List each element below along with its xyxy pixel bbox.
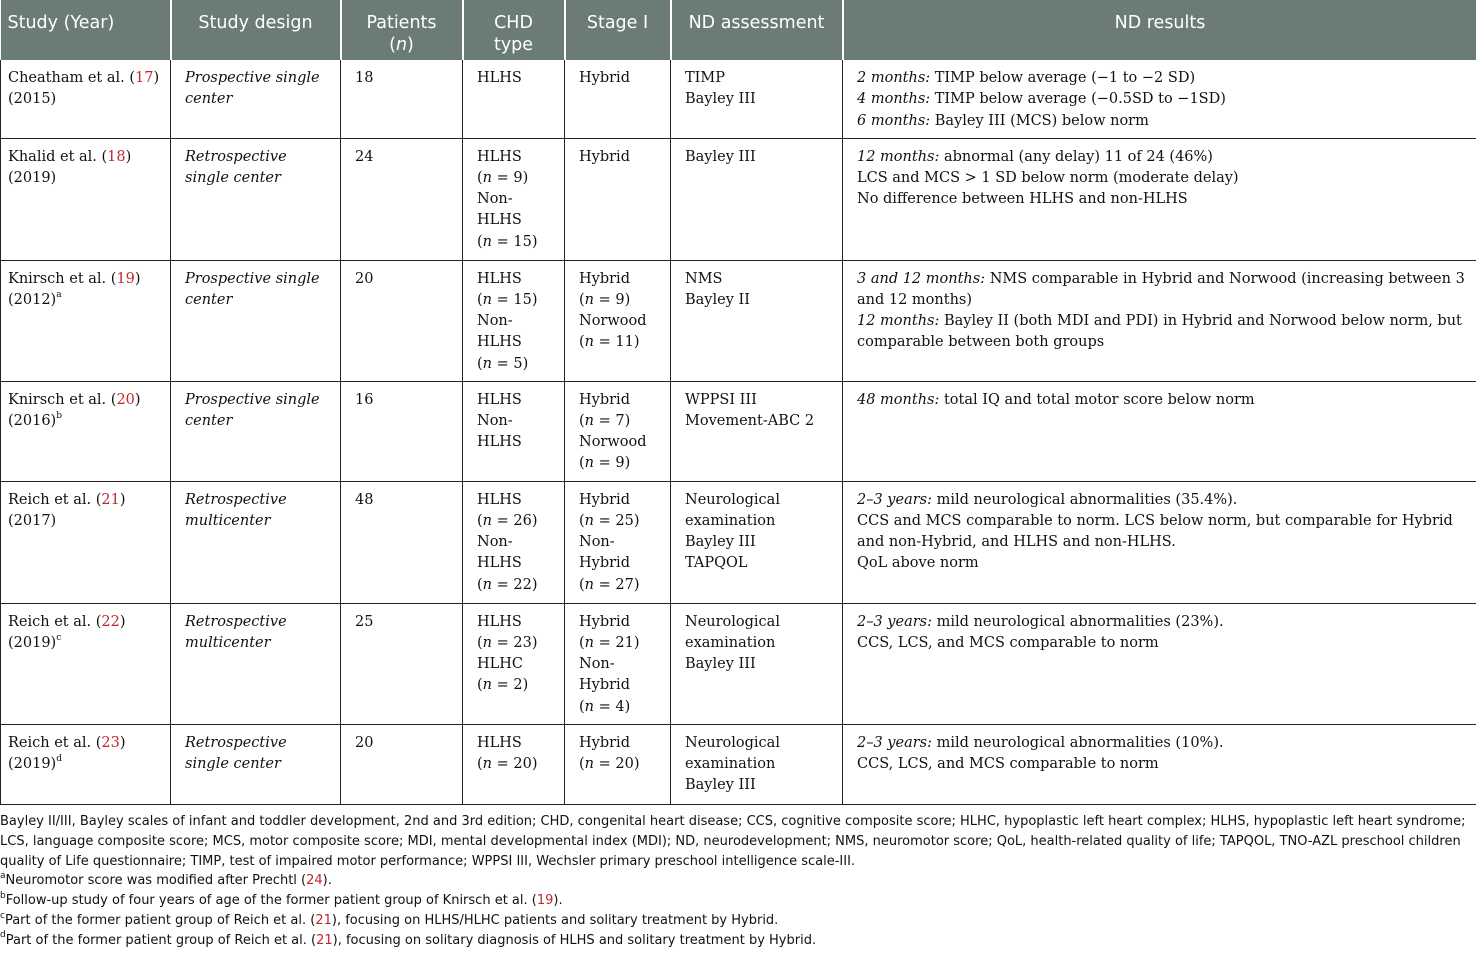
cell-nd-assessment [671, 724, 843, 804]
stage-line: Hybrid [579, 391, 630, 408]
header-patients-label: Patients [366, 13, 437, 33]
table-body [1, 60, 1476, 804]
assessment-line: Bayley III [685, 148, 756, 165]
cell-study: Khalid et al. (18) (2019) [1, 138, 171, 260]
chd-line: (n = 26) [477, 512, 538, 529]
stage-line: (n = 9) [579, 455, 631, 472]
stage-line: (n = 7) [579, 412, 631, 429]
cell-stage [565, 138, 671, 260]
result-line: 12 months: abnormal (any delay) 11 of 24 (46%) [857, 148, 1213, 165]
result-line: 3 and 12 months: NMS comparable in Hybrid and Norwood (increasing between 3 and 12 months) [857, 270, 1465, 308]
footnote-b-ref[interactable]: 19 [536, 893, 554, 909]
stage-line: Non- [579, 656, 615, 673]
header-chd-label: CHD [494, 13, 533, 33]
chd-line: HLHS [477, 148, 522, 165]
cell-design: Prospective single center [171, 381, 341, 481]
result-line: LCS and MCS > 1 SD below norm (moderate delay) [857, 169, 1239, 186]
stage-line: Hybrid [579, 70, 630, 86]
cell-stage [565, 481, 671, 603]
chd-line: Non- [477, 313, 513, 330]
reference-link[interactable]: 19 [116, 270, 135, 287]
chd-line: HLHC [477, 656, 524, 673]
stage-line: Norwood [579, 313, 647, 330]
footnote-a: $^a$Neuromotor score was modified after Prechtl (24). [0, 871, 332, 889]
cell-design: Retrospective multicenter [171, 481, 341, 603]
chd-line: (n = 22) [477, 576, 538, 593]
stage-line: Hybrid [579, 677, 630, 694]
table-row [1, 60, 1476, 138]
assessment-line: TAPQOL [685, 555, 748, 572]
chd-line: HLHS [477, 334, 522, 351]
assessment-line: Bayley III [685, 777, 756, 794]
assessment-line: NMS [685, 270, 723, 287]
stage-line: Non- [579, 534, 615, 551]
chd-line: (n = 15) [477, 291, 538, 308]
cell-chd-type [463, 381, 565, 481]
table-row [1, 724, 1476, 804]
stage-line: (n = 27) [579, 576, 640, 593]
assessment-line: examination [685, 512, 776, 529]
cell-nd-assessment [671, 603, 843, 724]
assessment-line: Neurological [685, 734, 780, 751]
chd-line: Non- [477, 534, 513, 551]
cell-stage [565, 381, 671, 481]
chd-line: HLHS [477, 434, 522, 451]
cell-patients: 18 [341, 60, 463, 138]
reference-link[interactable]: 23 [101, 734, 120, 751]
cell-nd-assessment [671, 481, 843, 603]
cell-study: Reich et al. (21) (2017) [1, 481, 171, 603]
stage-line: Hybrid [579, 491, 630, 508]
assessment-line: Neurological [685, 491, 780, 508]
cell-nd-results [843, 60, 1476, 138]
cell-nd-assessment [671, 381, 843, 481]
chd-line: HLHS [477, 391, 522, 408]
assessment-line: examination [685, 634, 776, 651]
stage-line: Hybrid [579, 555, 630, 572]
chd-line: Non- [477, 412, 513, 429]
result-line: 2–3 years: mild neurological abnormalities (10%). [857, 734, 1224, 751]
cell-patients: 20 [341, 260, 463, 381]
cell-study: Reich et al. (23) $(2019)^d$ [1, 724, 171, 804]
cell-stage [565, 603, 671, 724]
cell-design: Retrospective multicenter [171, 603, 341, 724]
assessment-line: WPPSI III [685, 391, 757, 408]
chd-line: Non- [477, 191, 513, 208]
cell-stage [565, 60, 671, 138]
cell-nd-assessment [671, 138, 843, 260]
cell-nd-assessment [671, 260, 843, 381]
cell-design: Retrospective single center [171, 724, 341, 804]
stage-line: Hybrid [579, 148, 630, 165]
cell-chd-type [463, 260, 565, 381]
chd-line: HLHS [477, 613, 522, 630]
header-study: Study (Year) [1, 0, 171, 60]
cell-nd-results [843, 603, 1476, 724]
assessment-line: Bayley III [685, 91, 756, 108]
assessment-line: Bayley III [685, 534, 756, 551]
chd-line: HLHS [477, 70, 522, 86]
assessment-line: Bayley III [685, 656, 756, 673]
result-line: QoL above norm [857, 555, 979, 572]
footnote-c-ref[interactable]: 21 [315, 912, 332, 928]
reference-link[interactable]: 21 [101, 491, 120, 508]
cell-design: Retrospective single center [171, 138, 341, 260]
chd-line: HLHS [477, 555, 522, 572]
header-patients [341, 0, 463, 60]
result-line: No difference between HLHS and non-HLHS [857, 191, 1188, 208]
chd-line: HLHS [477, 491, 522, 508]
cell-chd-type [463, 603, 565, 724]
stage-line: (n = 4) [579, 698, 631, 715]
header-nd-assessment: ND assessment [671, 0, 843, 60]
stage-line: (n = 20) [579, 755, 640, 772]
footnote-mark: a [56, 289, 62, 300]
footnote-d: $^d$Part of the former patient group of Reich et al. (21), focusing on solitary diagnosis of HLHS and solitary treatment by Hybrid. [0, 930, 817, 948]
cell-nd-results [843, 260, 1476, 381]
cell-stage [565, 724, 671, 804]
cell-chd-type [463, 724, 565, 804]
header-patients-n: (n) [389, 35, 414, 55]
cell-chd-type [463, 481, 565, 603]
result-line: CCS and MCS comparable to norm. LCS below norm, but comparable for Hybrid and non-Hybrid, and HLHS and non-HLHS. [857, 512, 1453, 551]
cell-design: Prospective single center [171, 260, 341, 381]
result-line: 2 months: TIMP below average (−1 to −2 SD) [857, 70, 1196, 86]
cell-patients: 48 [341, 481, 463, 603]
result-line: 48 months: total IQ and total motor score below norm [857, 391, 1255, 408]
assessment-line: Neurological [685, 613, 780, 630]
cell-nd-results [843, 724, 1476, 804]
assessment-line: Movement-ABC 2 [685, 412, 815, 429]
cell-patients: 25 [341, 603, 463, 724]
stage-line: (n = 21) [579, 634, 640, 651]
footnote-mark: c [56, 632, 62, 643]
footnote-c: $^c$Part of the former patient group of Reich et al. (21), focusing on HLHS/HLHC patients and solitary treatment by Hybrid. [0, 910, 779, 928]
stage-line: Hybrid [579, 270, 630, 287]
cell-chd-type [463, 138, 565, 260]
cell-nd-results [843, 381, 1476, 481]
cell-nd-results [843, 138, 1476, 260]
result-line: 6 months: Bayley III (MCS) below norm [857, 112, 1149, 129]
assessment-line: examination [685, 755, 776, 772]
cell-nd-assessment [671, 60, 843, 138]
footnote-d-ref[interactable]: 21 [316, 932, 333, 948]
header-design: Study design [171, 0, 341, 60]
footnote-abbreviations: Bayley II/III, Bayley scales of infant and toddler development, 2nd and 3rd edition; CHD, congenital heart disease; CCS, cognitive composite score; HLHC, hypoplastic left heart complex; HLHS, hypoplastic left heart syndrome; LCS, language composite score; MCS, motor composite score; MDI, mental developmental index (MDI); ND, neurodevelopment; NMS, neuromotor score; QoL, health-related quality of life; TAPQOL, TNO-AZL preschool children quality of Life questionnaire; TIMP, test of impaired motor performance; WPPSI III, Wechsler primary preschool intelligence scale-III. [0, 814, 1466, 869]
reference-link[interactable]: 17 [135, 70, 154, 86]
footnotes [0, 812, 1476, 951]
reference-link[interactable]: 22 [101, 613, 120, 630]
stage-line: Hybrid [579, 613, 630, 630]
reference-link[interactable]: 18 [107, 148, 126, 165]
stage-line: (n = 11) [579, 334, 640, 351]
table-row [1, 481, 1476, 603]
result-line: 12 months: Bayley II (both MDI and PDI) in Hybrid and Norwood below norm, but comparable between both groups [857, 313, 1462, 351]
cell-design: Prospective single center [171, 60, 341, 138]
assessment-line: Bayley II [685, 291, 750, 308]
table-row [1, 260, 1476, 381]
cell-patients: 20 [341, 724, 463, 804]
header-row [1, 0, 1476, 60]
chd-line: (n = 20) [477, 755, 538, 772]
chd-line: (n = 23) [477, 634, 538, 651]
result-line: 4 months: TIMP below average (−0.5SD to −1SD) [857, 91, 1226, 108]
cell-stage [565, 260, 671, 381]
result-line: CCS, LCS, and MCS comparable to norm [857, 755, 1159, 772]
reference-link[interactable]: 20 [116, 391, 135, 408]
cell-patients: 16 [341, 381, 463, 481]
footnote-mark: b [56, 410, 62, 421]
cell-study: Knirsch et al. (20) $(2016)^b$ [1, 381, 171, 481]
stage-line: Hybrid [579, 734, 630, 751]
cell-study: Knirsch et al. (19) $(2012)^a$ [1, 260, 171, 381]
header-chd [463, 0, 565, 60]
cell-nd-results [843, 481, 1476, 603]
chd-line: (n = 5) [477, 355, 529, 372]
footnote-mark: d [56, 753, 62, 764]
footnote-b: $^b$Follow-up study of four years of age of the former patient group of Knirsch et al. (19). [0, 890, 563, 909]
stage-line: (n = 9) [579, 291, 631, 308]
chd-line: HLHS [477, 212, 522, 229]
result-line: 2–3 years: mild neurological abnormalities (23%). [857, 613, 1224, 630]
chd-line: HLHS [477, 270, 522, 287]
stage-line: (n = 25) [579, 512, 640, 529]
table-row [1, 381, 1476, 481]
footnote-a-ref[interactable]: 24 [306, 873, 323, 889]
chd-line: (n = 15) [477, 233, 538, 250]
result-line: CCS, LCS, and MCS comparable to norm [857, 634, 1159, 651]
cell-chd-type [463, 60, 565, 138]
cell-study: Reich et al. (22) $(2019)^c$ [1, 603, 171, 724]
assessment-line: TIMP [685, 70, 726, 86]
chd-line: (n = 2) [477, 677, 529, 694]
stage-line: Norwood [579, 434, 647, 451]
cell-study: Cheatham et al. (17) (2015) [1, 60, 171, 138]
cell-patients: 24 [341, 138, 463, 260]
header-nd-results: ND results [843, 0, 1476, 60]
chd-line: HLHS [477, 734, 522, 751]
chd-line: (n = 9) [477, 169, 529, 186]
table-row [1, 138, 1476, 260]
header-stage: Stage I [565, 0, 671, 60]
table-row [1, 603, 1476, 724]
result-line: 2–3 years: mild neurological abnormalities (35.4%). [857, 491, 1238, 508]
header-chd-type: type [493, 35, 534, 55]
